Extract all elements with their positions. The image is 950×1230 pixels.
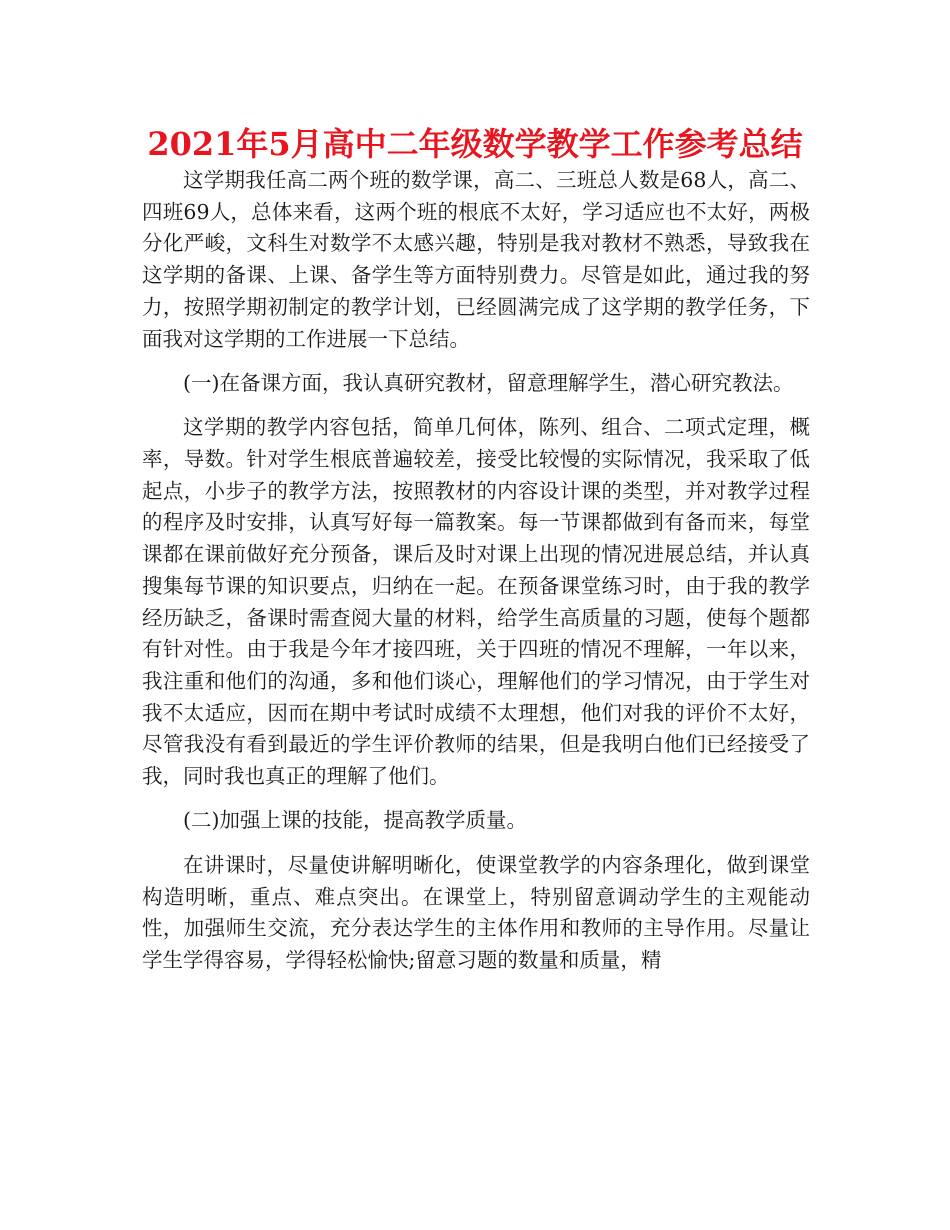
paragraph-section-2-heading: (二)加强上课的技能，提高教学质量。 bbox=[183, 808, 527, 833]
document-title: 2021年5月高中二年级数学教学工作参考总结 bbox=[147, 125, 803, 163]
paragraph-section-2-body: 在讲课时，尽量使讲解明晰化，使课堂教学的内容条理化，做到课堂构造明晰，重点、难点突出。在课堂上，特别留意调动学生的主观能动性，加强师生交流，充分表达学生的主体作用和教师的主导作用。尽量让学生学得容易，学得轻松愉快;留意习题的数量和质量，精 bbox=[142, 852, 810, 972]
document-body bbox=[142, 165, 810, 977]
paragraph-section-1-body: 这学期的教学内容包括，简单几何体，陈列、组合、二项式定理，概率，导数。针对学生根底普遍较差，接受比较慢的实际情况，我采取了低起点，小步子的教学方法，按照教材的内容设计课的类型，并对教学过程的程序及时安排，认真写好每一篇教案。每一节课都做到有备而来，每堂课都在课前做好充分预备，课后及时对课上出现的情况进展总结，并认真搜集每节课的知识要点，归纳在一起。在预备课堂练习时，由于我的教学经历缺乏，备课时需查阅大量的材料，给学生高质量的习题，使每个题都有针对性。由于我是今年才接四班，关于四班的情况不理解，一年以来，我注重和他们的沟通，多和他们谈心，理解他们的学习情况，由于学生对我不太适应，因而在期中考试时成绩不太理想，他们对我的评价不太好，尽管我没有看到最近的学生评价教师的结果，但是我明白他们已经接受了我，同时我也真正的理解了他们。 bbox=[142, 415, 810, 789]
paragraph-section-1-heading: (一)在备课方面，我认真研究教材，留意理解学生，潜心研究教法。 bbox=[183, 370, 794, 395]
paragraph-intro: 这学期我任高二两个班的数学课，高二、三班总人数是68人，高二、四班69人，总体来看，这两个班的根底不太好，学习适应也不太好，两极分化严峻，文科生对数学不太感兴趣，特别是我对教材不熟悉，导致我在这学期的备课、上课、备学生等方面特别费力。尽管是如此，通过我的努力，按照学期初制定的教学计划，已经圆满完成了这学期的教学任务，下面我对这学期的工作进展一下总结。 bbox=[142, 168, 810, 351]
